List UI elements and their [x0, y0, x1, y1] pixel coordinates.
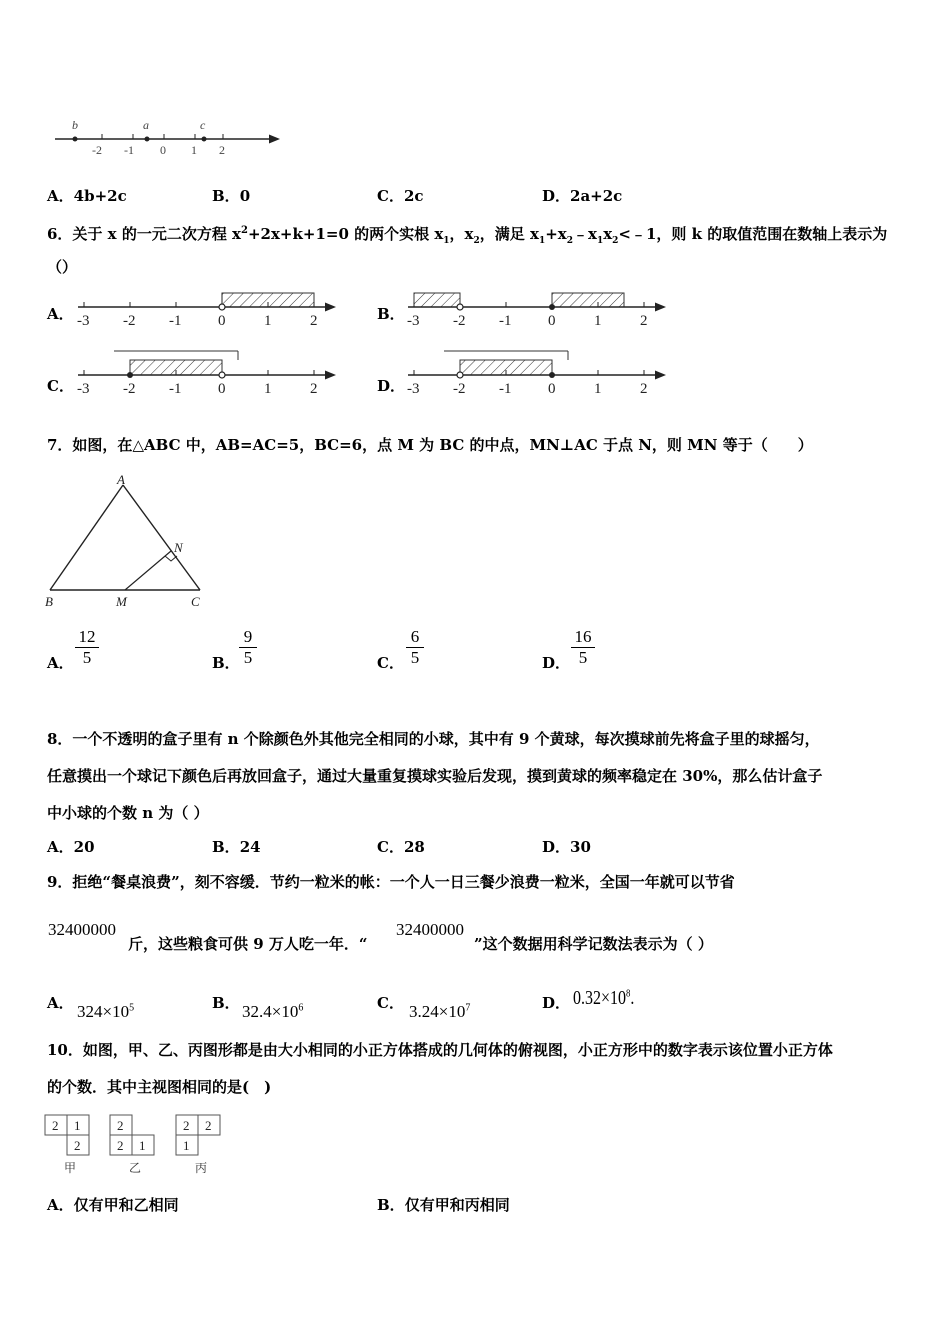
vertex-c-label: C — [191, 594, 200, 609]
q6-option-b-label[interactable]: B． — [377, 305, 405, 323]
q10-figure-bing — [175, 1114, 225, 1176]
cell-value: 2 — [117, 1138, 124, 1153]
q5-option-a[interactable]: A．4b+2c — [47, 187, 127, 205]
tick-label: -2 — [453, 381, 466, 397]
q6-option-b-numberline[interactable] — [400, 288, 670, 330]
tick-label: 0 — [548, 381, 556, 397]
q9-option-b-value[interactable]: $32.4\times 10^6$ — [242, 1002, 304, 1021]
q8-option-b[interactable]: B．24 — [212, 838, 261, 856]
q6-option-d-label[interactable]: D． — [377, 377, 406, 395]
q5-option-b[interactable]: B．0 — [212, 187, 251, 205]
tick-label: 2 — [310, 313, 318, 329]
tick-label: -3 — [407, 313, 420, 329]
figure-label: 丙 — [195, 1161, 208, 1175]
cell-value: 2 — [117, 1118, 124, 1133]
vertex-a-label: A — [117, 472, 125, 487]
q6-option-c-label[interactable]: C． — [47, 377, 74, 395]
q7-option-d-label[interactable]: D． — [542, 654, 571, 672]
q8-stem-line2: 任意摸出一个球记下颜色后再放回盒子，通过大量重复摸球实验后发现，摸到黄球的频率稳定在 30%，那么估计盒子 — [47, 767, 823, 785]
q9-number-1: 32400000 — [48, 920, 116, 939]
q9-stem-mid: 斤，这些粮食可供 9 万人吃一年．“ — [128, 935, 368, 953]
q5-option-c[interactable]: C．2c — [377, 187, 424, 205]
q10-option-a[interactable]: A．仅有甲和乙相同 — [47, 1196, 179, 1214]
figure-label: 甲 — [64, 1161, 77, 1175]
q7-option-b-label[interactable]: B． — [212, 654, 240, 672]
point-a-label: a — [143, 118, 149, 132]
tick-label: -2 — [453, 313, 466, 329]
cell-value: 1 — [183, 1138, 190, 1153]
tick-label: -1 — [499, 313, 512, 329]
q9-number-2: 32400000 — [396, 920, 464, 939]
tick-label: -3 — [77, 381, 90, 397]
tick-label: -2 — [123, 313, 136, 329]
q8-option-c[interactable]: C．28 — [377, 838, 425, 856]
q8-stem-line3: 中小球的个数 n 为（ ） — [47, 804, 209, 822]
q9-stem-line1: 9．拒绝“餐桌浪费”，刻不容缓．节约一粒米的帐：一个人一日三餐少浪费一粒米，全国一年就可以节省 — [47, 873, 735, 891]
tick-label: -1 — [169, 313, 182, 329]
q6-stem: 6．关于 x 的一元二次方程 $x^2+2x+k+1=0$ 的两个实根 $x_1$，$x_2$，满足 $x_1+x_2﹣x_1x_2<﹣1$，则 k 的取值范围在数轴上表示为 — [47, 225, 888, 246]
q7-option-a-fraction[interactable]: 12 5 — [75, 627, 99, 668]
q6-option-c-numberline[interactable] — [70, 346, 340, 398]
cell-value: 1 — [74, 1118, 81, 1133]
tick-label: -1 — [499, 381, 512, 397]
tick-label: 0 — [548, 313, 556, 329]
point-c-label: c — [200, 118, 206, 132]
cell-value: 1 — [139, 1138, 146, 1153]
vertex-b-label: B — [45, 594, 53, 609]
cell-value: 2 — [205, 1118, 212, 1133]
tick-label: 2 — [219, 143, 225, 157]
cell-value: 2 — [74, 1138, 81, 1153]
tick-label: -1 — [124, 143, 134, 157]
q9-option-a-value[interactable]: $324\times 10^5$ — [77, 1002, 135, 1021]
q8-option-a[interactable]: A．20 — [47, 838, 95, 856]
q7-option-d-fraction[interactable]: 16 5 — [571, 627, 595, 668]
q6-option-a-numberline[interactable] — [70, 288, 340, 330]
tick-label: 1 — [264, 381, 272, 397]
point-b-label: b — [72, 118, 78, 132]
cell-value: 2 — [52, 1118, 59, 1133]
q8-stem-line1: 8．一个不透明的盒子里有 n 个除颜色外其他完全相同的小球，其中有 9 个黄球，每次摸球前先将盒子里的球摇匀， — [47, 730, 820, 748]
figure-label: 乙 — [129, 1161, 142, 1175]
tick-label: 1 — [594, 381, 602, 397]
q7-option-b-fraction[interactable]: 9 5 — [239, 627, 257, 668]
q9-option-d-value[interactable]: $0.32\times 10^8$. — [573, 987, 635, 1009]
q7-triangle-figure — [40, 470, 215, 612]
q9-option-a-label[interactable]: A． — [47, 994, 74, 1012]
point-n-label: N — [174, 540, 183, 555]
q5-number-line — [50, 112, 290, 160]
q5-option-d[interactable]: D．2a+2c — [542, 187, 623, 205]
q6-option-d-numberline[interactable] — [400, 346, 670, 398]
tick-label: 0 — [218, 381, 226, 397]
tick-label: 2 — [640, 313, 648, 329]
tick-label: 2 — [640, 381, 648, 397]
point-m-label: M — [116, 594, 127, 609]
q6-option-a-label[interactable]: A． — [47, 305, 74, 323]
q10-figure-jia — [44, 1114, 94, 1176]
tick-label: 1 — [264, 313, 272, 329]
q7-stem: 7．如图，在△ABC 中，AB=AC=5，BC=6，点 M 为 BC 的中点，MN⊥AC 于点 N，则 MN 等于（ ） — [47, 436, 813, 454]
q9-stem-tail: ”这个数据用科学记数法表示为（ ） — [474, 935, 713, 953]
tick-label: -3 — [407, 381, 420, 397]
q7-option-a-label[interactable]: A． — [47, 654, 74, 672]
q9-option-d-label[interactable]: D． — [542, 994, 571, 1012]
tick-label: -2 — [92, 143, 102, 157]
q10-option-b[interactable]: B．仅有甲和丙相同 — [377, 1196, 510, 1214]
tick-label: -3 — [77, 313, 90, 329]
q7-option-c-fraction[interactable]: 6 5 — [406, 627, 424, 668]
q9-option-c-value[interactable]: $3.24\times 10^7$ — [409, 1002, 471, 1021]
tick-label: 1 — [594, 313, 602, 329]
q8-option-d[interactable]: D．30 — [542, 838, 591, 856]
q10-stem-line1: 10．如图，甲、乙、丙图形都是由大小相同的小正方体搭成的几何体的俯视图，小正方形中的数字表示该位置小正方体 — [47, 1041, 833, 1059]
q6-stem-line2: （） — [47, 258, 78, 276]
tick-label: 1 — [191, 143, 197, 157]
q7-option-c-label[interactable]: C． — [377, 654, 404, 672]
q9-option-c-label[interactable]: C． — [377, 994, 404, 1012]
tick-label: 0 — [160, 143, 166, 157]
tick-label: 2 — [310, 381, 318, 397]
q9-option-b-label[interactable]: B． — [212, 994, 240, 1012]
tick-label: 0 — [218, 313, 226, 329]
tick-label: -1 — [169, 381, 182, 397]
q10-figure-yi — [109, 1114, 159, 1176]
q10-stem-line2: 的个数．其中主视图相同的是( ) — [47, 1078, 272, 1096]
cell-value: 2 — [183, 1118, 190, 1133]
tick-label: -2 — [123, 381, 136, 397]
